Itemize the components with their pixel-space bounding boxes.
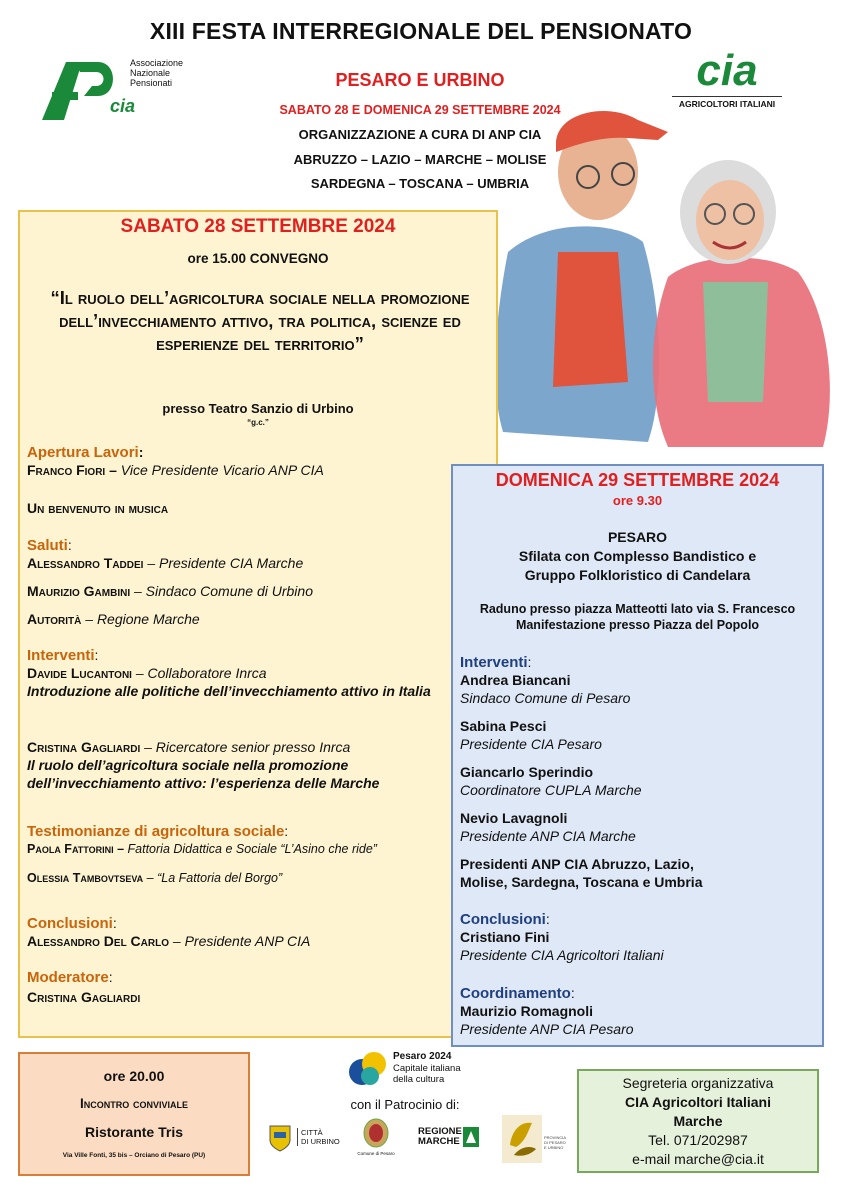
- greeting-role-1: – Presidente CIA Marche: [143, 555, 304, 571]
- sunday-role-4: Presidente ANP CIA Marche: [460, 828, 636, 844]
- event-city: PESARO E URBINO: [335, 70, 505, 90]
- talk1-role: – Collaboratore Inrca: [131, 665, 267, 681]
- anp-text-1: Associazione: [130, 58, 184, 68]
- cia-small-logo: cia: [110, 96, 136, 116]
- pesaro-2024-sub2: della cultura: [393, 1074, 445, 1085]
- dinner-title: Incontro conviviale: [79, 1096, 188, 1111]
- opening-label: Apertura Lavori: [27, 444, 139, 461]
- urbino-crest-icon: [268, 1124, 292, 1152]
- opening-speaker: Franco Fiori –: [27, 462, 117, 478]
- dinner-time: ore 20.00: [103, 1068, 165, 1084]
- music-line: Un benvenuto in musica: [27, 500, 169, 516]
- pesaro-2024-logo-icon: [348, 1050, 388, 1088]
- presidents-line-2: Molise, Sardegna, Toscana e Umbria: [460, 874, 703, 890]
- pesaro-2024-sub1: Capitale italiana: [393, 1063, 461, 1074]
- talk2-role: – Ricercatore senior presso Inrca: [140, 739, 351, 755]
- provincia-text-2: DI PESARO: [544, 1140, 566, 1145]
- greetings-label: Saluti: [27, 537, 68, 554]
- secretariat-org: CIA Agricoltori Italiani: [625, 1094, 771, 1110]
- moderator-label: Moderatore: [27, 969, 109, 986]
- conference-title: “Il ruolo dell’agricoltura sociale nella promozione dell’invecchiamento attivo, tra politica, scienze ed esperienze del territorio”: [50, 287, 470, 354]
- anp-cia-logo: [38, 56, 184, 126]
- sunday-role-3: Coordinatore CUPLA Marche: [460, 782, 642, 798]
- sunday-speaker-4: Nevio Lavagnoli: [460, 810, 568, 826]
- presidents-line-1: Presidenti ANP CIA Abruzzo, Lazio,: [460, 856, 694, 872]
- secretariat-phone: Tel. 071/202987: [648, 1132, 748, 1148]
- elderly-couple-illustration: [478, 102, 838, 462]
- sunday-conclusions-label: Conclusioni: [460, 911, 546, 928]
- regione-marche-icon: [463, 1127, 479, 1147]
- organizer-line: ORGANIZZAZIONE A CURA DI ANP CIA: [298, 127, 542, 142]
- provincia-text-3: E URBINO: [544, 1145, 564, 1150]
- greeting-speaker-2: Maurizio Gambini: [27, 583, 131, 599]
- provincia-text: [544, 1135, 566, 1150]
- pesaro-2024-title: Pesaro 2024: [393, 1051, 452, 1062]
- dinner-place: Ristorante Tris: [84, 1124, 184, 1140]
- sunday-speaker-3: Giancarlo Sperindio: [460, 764, 594, 780]
- testimony1-role: Fattoria Didattica e Sociale “L’Asino che ride”: [124, 842, 377, 856]
- sunday-conclusions-role: Presidente CIA Agricoltori Italiani: [460, 947, 664, 963]
- sunday-talks-label: Interventi: [460, 654, 528, 671]
- saturday-title: SABATO 28 SETTEMBRE 2024: [120, 216, 396, 237]
- talk1-title: Introduzione alle politiche dell’invecchiamento attivo in Italia: [27, 683, 431, 699]
- secretariat-title: Segreteria organizzativa: [622, 1075, 774, 1091]
- anp-text-3: Pensionati: [130, 78, 173, 88]
- regione-text-1: REGIONE: [418, 1126, 462, 1137]
- secretariat-email[interactable]: e-mail marche@cia.it: [632, 1151, 764, 1167]
- urbino-logo-text: [297, 1128, 340, 1146]
- secretariat-region: Marche: [673, 1113, 723, 1129]
- venue-note: “g.c.”: [247, 418, 269, 427]
- dinner-address: Via Ville Fonti, 35 bis – Orciano di Pesaro (PU): [62, 1152, 206, 1159]
- sunday-speaker-2: Sabina Pesci: [460, 718, 547, 734]
- greeting-role-2: – Sindaco Comune di Urbino: [130, 583, 313, 599]
- provincia-logo-icon: [502, 1115, 542, 1163]
- testimony-label: Testimonianze di agricoltura sociale: [27, 823, 285, 840]
- conclusions-label: Conclusioni: [27, 915, 113, 932]
- greeting-speaker-3: Autorità: [27, 611, 82, 627]
- cia-logo-mark: cia: [696, 46, 758, 95]
- talks-label: Interventi: [27, 647, 95, 664]
- moderator-name: Cristina Gagliardi: [27, 989, 141, 1005]
- event-dates: SABATO 28 E DOMENICA 29 SETTEMBRE 2024: [279, 103, 561, 117]
- page-title: XIII FESTA INTERREGIONALE DEL PENSIONATO: [149, 18, 693, 44]
- provincia-text-1: PROVINCIA: [544, 1135, 567, 1140]
- conclusions-role: – Presidente ANP CIA: [169, 933, 311, 949]
- greeting-speaker-1: Alessandro Taddei: [27, 555, 144, 571]
- patronage-label: con il Patrocinio di:: [350, 1097, 460, 1112]
- parade-line-2: Gruppo Folkloristico di Candelara: [524, 567, 751, 583]
- regione-marche-logo: [418, 1127, 462, 1147]
- opening-role: Vice Presidente Vicario ANP CIA: [116, 462, 324, 478]
- coordination-role: Presidente ANP CIA Pesaro: [460, 1021, 634, 1037]
- sunday-conclusions-speaker: Cristiano Fini: [460, 929, 550, 945]
- regions-line-2: SARDEGNA – TOSCANA – UMBRIA: [310, 176, 530, 191]
- saturday-time: ore 15.00 CONVEGNO: [187, 251, 329, 266]
- meeting-line-2: Manifestazione presso Piazza del Popolo: [515, 618, 760, 632]
- sunday-title: DOMENICA 29 SETTEMBRE 2024: [495, 470, 780, 490]
- anp-text-2: Nazionale: [130, 68, 171, 78]
- testimony2-role: – “La Fattoria del Borgo”: [143, 871, 283, 885]
- sunday-role-2: Presidente CIA Pesaro: [460, 736, 602, 752]
- parade-line-1: Sfilata con Complesso Bandistico e: [518, 548, 757, 564]
- urbino-text-2: DI URBINO: [301, 1137, 340, 1146]
- pesaro-comune-text: Comune di Pesaro: [357, 1151, 395, 1156]
- meeting-line-1: Raduno presso piazza Matteotti lato via S. Francesco: [479, 602, 796, 616]
- coordination-speaker: Maurizio Romagnoli: [460, 1003, 593, 1019]
- sunday-time: ore 9.30: [612, 493, 663, 508]
- talk1-speaker: Davide Lucantoni: [27, 665, 132, 681]
- testimony1-speaker: Paola Fattorini –: [27, 842, 125, 856]
- urbino-text-1: CITTÀ: [301, 1128, 323, 1137]
- regione-text-2: MARCHE: [418, 1136, 460, 1147]
- conference-venue: presso Teatro Sanzio di Urbino: [162, 401, 354, 416]
- regions-line-1: ABRUZZO – LAZIO – MARCHE – MOLISE: [293, 152, 547, 167]
- talk2-title: Il ruolo dell’agricoltura sociale nella promozione dell’invecchiamento attivo: l’esperienza delle Marche: [27, 757, 380, 791]
- talk2-speaker: Cristina Gagliardi: [27, 739, 141, 755]
- coordination-label: Coordinamento: [460, 985, 571, 1002]
- greeting-role-3: – Regione Marche: [81, 611, 200, 627]
- sunday-role-1: Sindaco Comune di Pesaro: [460, 690, 631, 706]
- testimony2-speaker: Olessia Tambovtseva: [27, 871, 144, 885]
- conclusions-speaker: Alessandro Del Carlo: [27, 933, 170, 949]
- sunday-speaker-1: Andrea Biancani: [460, 672, 571, 688]
- cia-logo-caption: AGRICOLTORI ITALIANI: [672, 96, 782, 109]
- sunday-place: PESARO: [607, 529, 668, 545]
- pesaro-crest-icon: [362, 1118, 390, 1148]
